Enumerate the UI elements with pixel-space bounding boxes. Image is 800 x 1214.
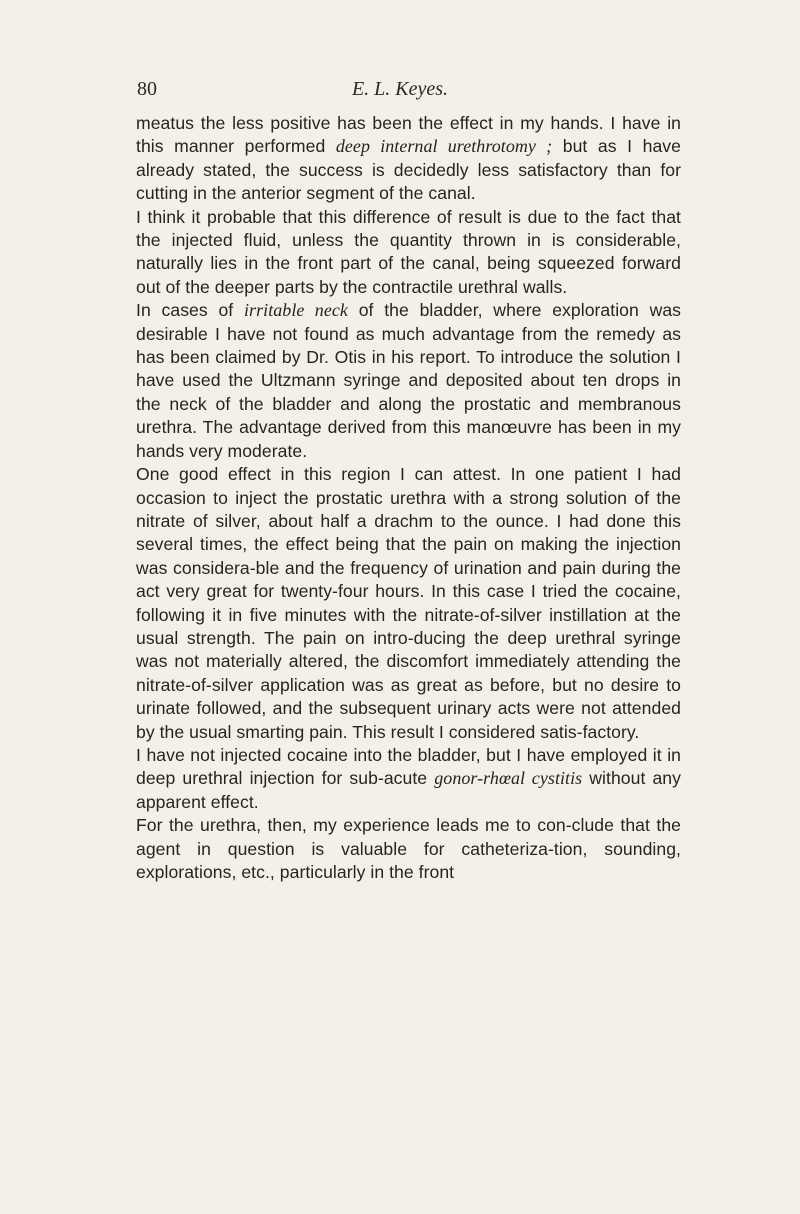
paragraph-4-text: One good effect in this region I can attest. In one patient I had occasion to inject the prostatic urethra with a strong solution of the nitrate of silver, about half a drachm to the ounce. I had done this several times, the effect being that the pain on making the injection was considera-ble and the frequency of urination and pain during the act very great for twenty-four hours. In this case I tried the cocaine, following it in five minutes with the nitrate-of-silver instillation at the usual strength. The pain on intro-ducing the deep urethral syringe was not materially altered, the discomfort immediately attending the nitrate-of-silver application was as great as before, but no desire to urinate followed, and the subsequent urinary acts were not attended by the usual smarting pain. This result I considered satis-factory. xyxy=(136,464,681,742)
paragraph-3-text-a: In cases of xyxy=(136,300,244,321)
paragraph-2 xyxy=(136,206,681,300)
paragraph-5-text-c: without any apparent effect. xyxy=(136,768,681,812)
paragraph-6-text: For the urethra, then, my experience leads me to con-clude that the agent in question is valuable for catheteriza-tion, sounding, explorations, etc., particularly in the front xyxy=(136,815,681,882)
paragraph-2-text: I think it probable that this difference of result is due to the fact that the injected fluid, unless the quantity thrown in is considerable, naturally lies in the front part of the canal, being squeezed forward out of the deeper parts by the contractile urethral walls. xyxy=(136,206,681,297)
paragraph-5 xyxy=(136,744,681,814)
paragraph-5-text-a: I have not injected cocaine into the bladder, but I have employed it in deep urethral injection for sub-acute xyxy=(136,744,681,789)
paragraph-3-emphasis: irritable neck xyxy=(243,300,348,321)
paragraph-1 xyxy=(136,112,681,206)
paragraph-3 xyxy=(136,299,681,463)
running-title: E. L. Keyes. xyxy=(351,78,449,100)
paragraph-1-emphasis: deep internal urethrotomy ; xyxy=(335,136,553,157)
paragraph-1-text-c: but as I have already stated, the success is decidedly less satisfactory than for cutting in the anterior segment of the canal. xyxy=(136,136,681,204)
paragraph-6 xyxy=(136,814,681,884)
paragraph-1-text-a: meatus the less positive has been the effect in my hands. I have in this manner performed xyxy=(136,113,681,157)
paragraph-5-emphasis: gonor-rhœal cystitis xyxy=(434,768,583,789)
paragraph-4 xyxy=(136,463,681,744)
page-number: 80 xyxy=(137,78,157,100)
paragraph-3-text-c: of the bladder, where exploration was desirable I have not found as much advantage from the remedy as has been claimed by Dr. Otis in his report. To introduce the solution I have used the Ultzmann syringe and deposited about ten drops in the neck of the bladder and along the prostatic and membranous urethra. The advantage derived from this manœuvre has been in my hands very moderate. xyxy=(136,300,682,461)
body-text xyxy=(136,112,681,884)
